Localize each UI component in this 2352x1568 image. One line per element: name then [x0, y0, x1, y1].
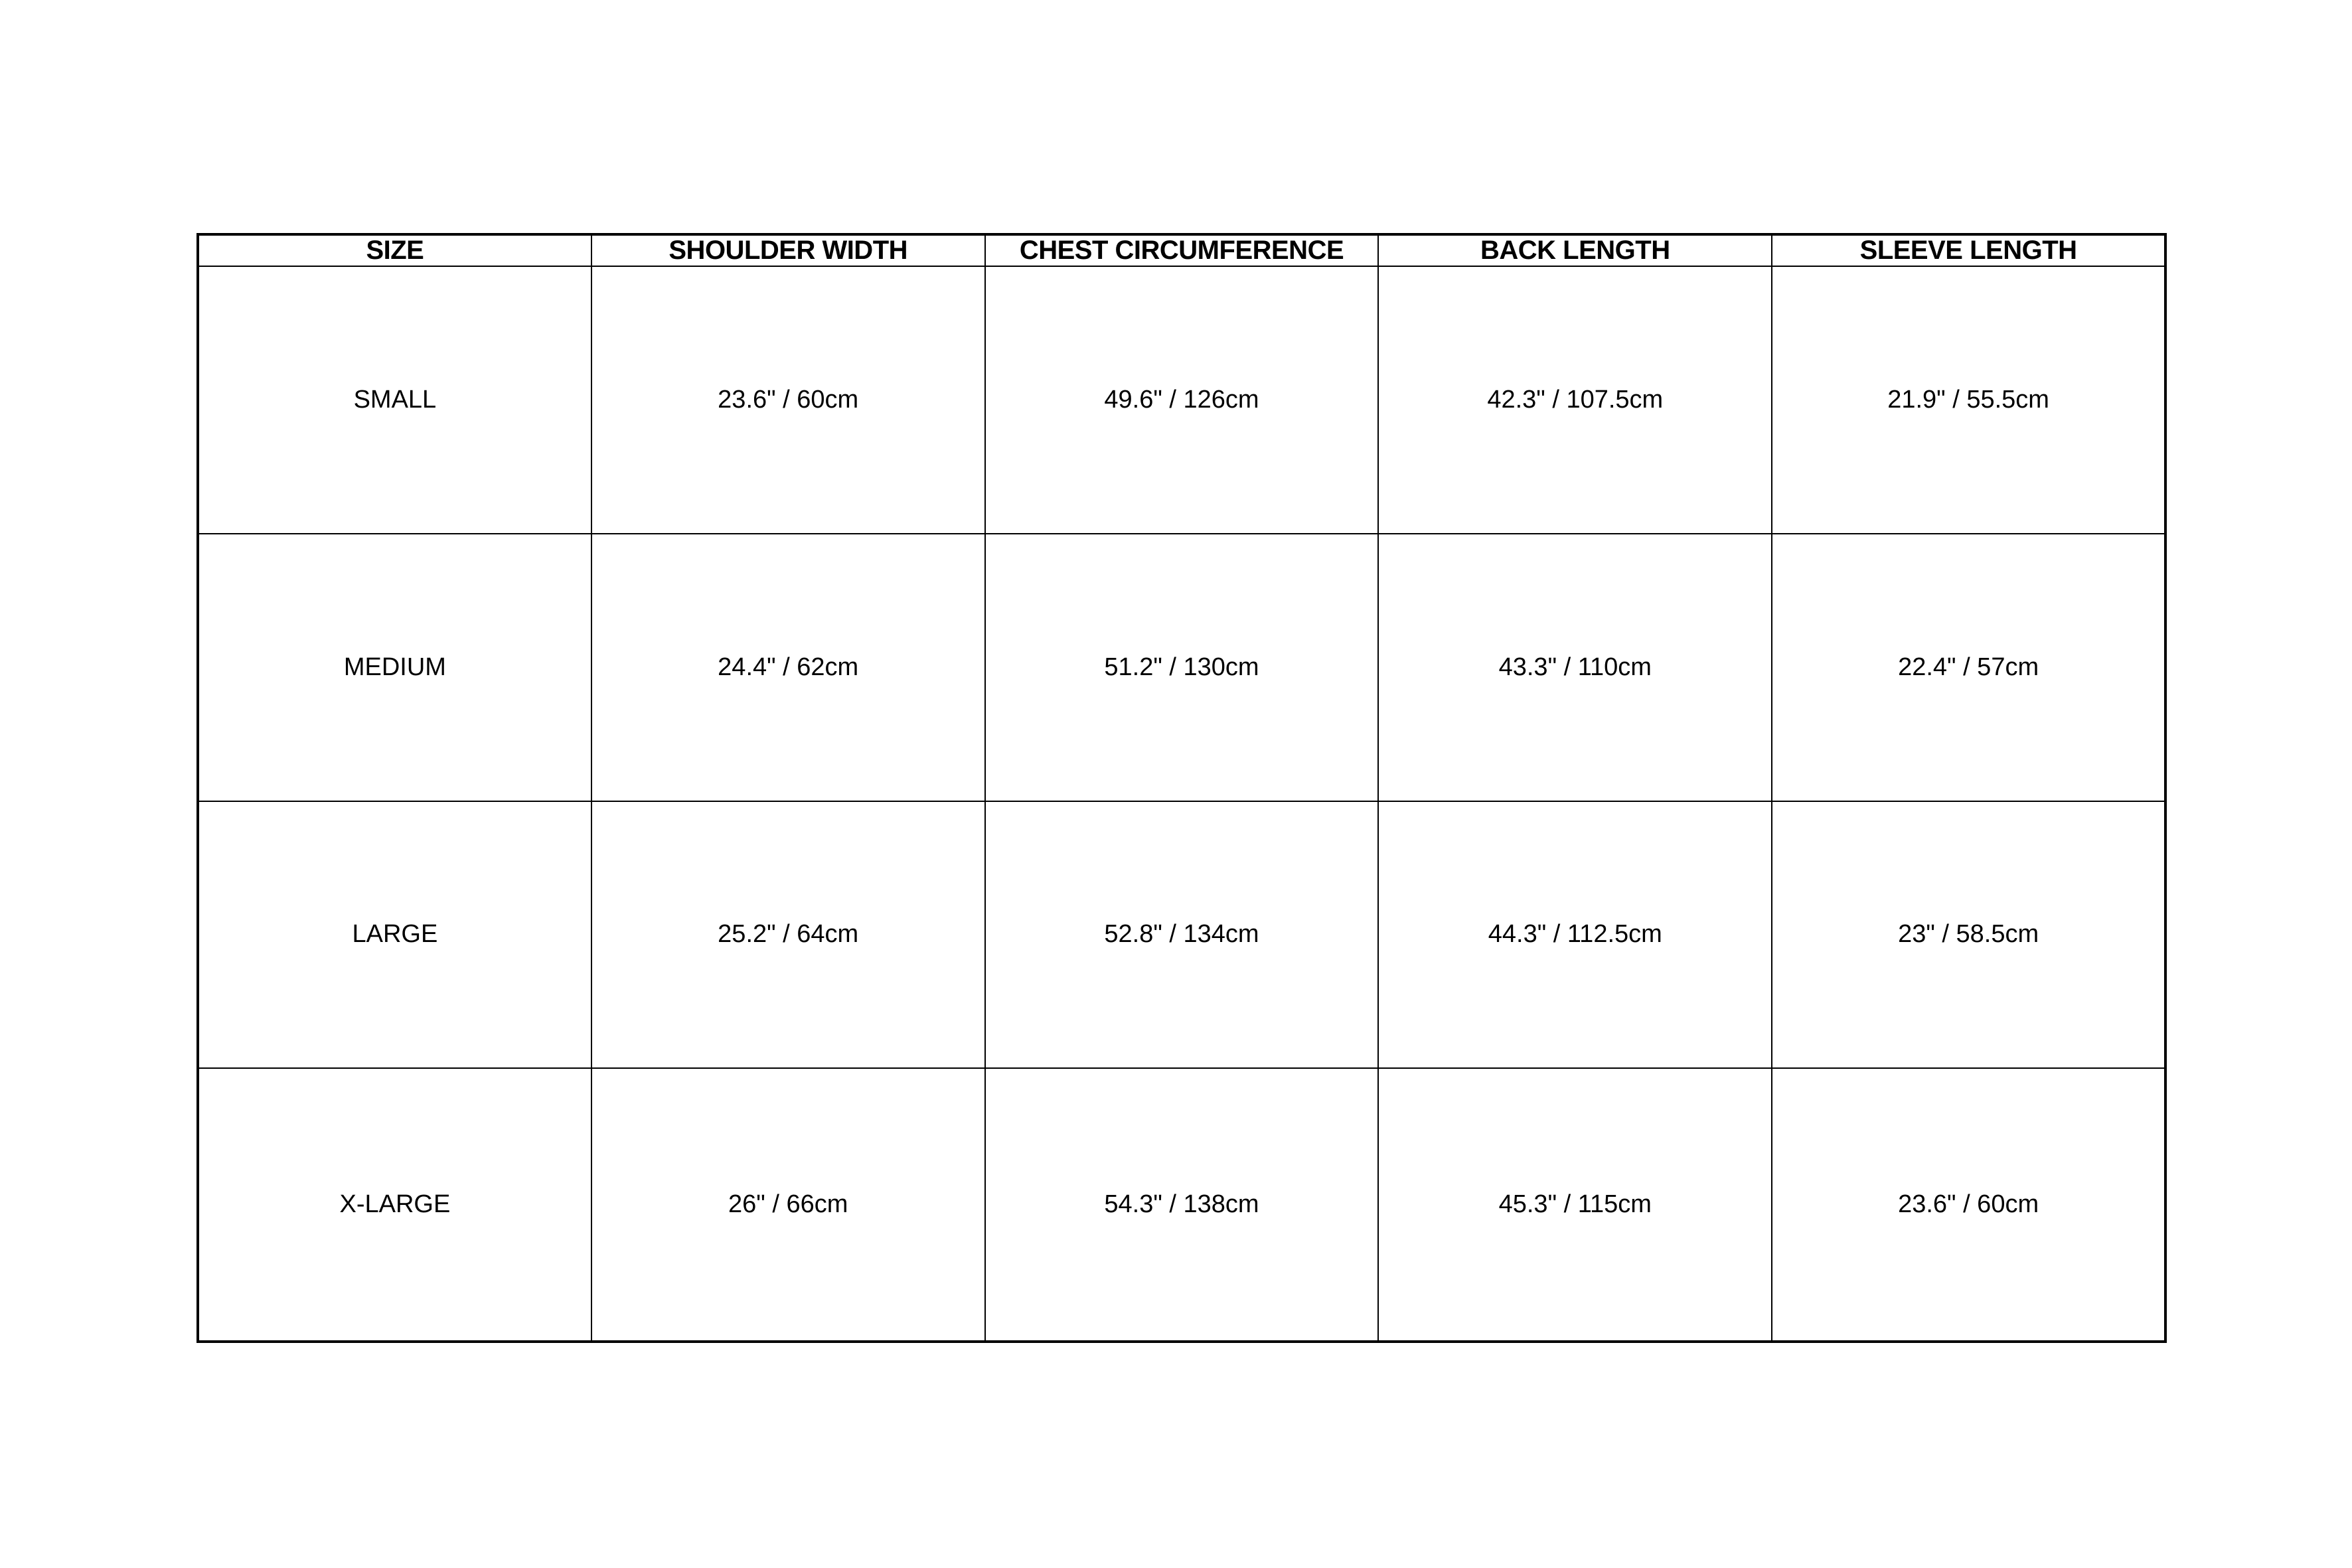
back-length-cell: 43.3" / 110cm	[1378, 534, 1772, 801]
chest-circumference-cell: 51.2" / 130cm	[985, 534, 1379, 801]
shoulder-width-cell: 26" / 66cm	[591, 1068, 985, 1342]
size-cell: LARGE	[198, 801, 591, 1069]
size-cell: MEDIUM	[198, 534, 591, 801]
shoulder-width-cell: 24.4" / 62cm	[591, 534, 985, 801]
header-sleeve-length: SLEEVE LENGTH	[1772, 234, 2165, 266]
size-chart-table	[196, 233, 2167, 1343]
back-length-cell: 45.3" / 115cm	[1378, 1068, 1772, 1342]
sleeve-length-cell: 23.6" / 60cm	[1772, 1068, 2165, 1342]
shoulder-width-cell: 23.6" / 60cm	[591, 266, 985, 534]
size-cell: SMALL	[198, 266, 591, 534]
chest-circumference-cell: 49.6" / 126cm	[985, 266, 1379, 534]
header-back-length: BACK LENGTH	[1378, 234, 1772, 266]
sleeve-length-cell: 22.4" / 57cm	[1772, 534, 2165, 801]
header-shoulder-width: SHOULDER WIDTH	[591, 234, 985, 266]
back-length-cell: 42.3" / 107.5cm	[1378, 266, 1772, 534]
size-cell: X-LARGE	[198, 1068, 591, 1342]
chest-circumference-cell: 54.3" / 138cm	[985, 1068, 1379, 1342]
sleeve-length-cell: 21.9" / 55.5cm	[1772, 266, 2165, 534]
back-length-cell: 44.3" / 112.5cm	[1378, 801, 1772, 1069]
table-row	[198, 1068, 2165, 1342]
header-row	[198, 234, 2165, 266]
header-chest-circumference: CHEST CIRCUMFERENCE	[985, 234, 1379, 266]
header-size: SIZE	[198, 234, 591, 266]
table-row	[198, 266, 2165, 534]
table-row	[198, 534, 2165, 801]
shoulder-width-cell: 25.2" / 64cm	[591, 801, 985, 1069]
chest-circumference-cell: 52.8" / 134cm	[985, 801, 1379, 1069]
table-row	[198, 801, 2165, 1069]
sleeve-length-cell: 23" / 58.5cm	[1772, 801, 2165, 1069]
